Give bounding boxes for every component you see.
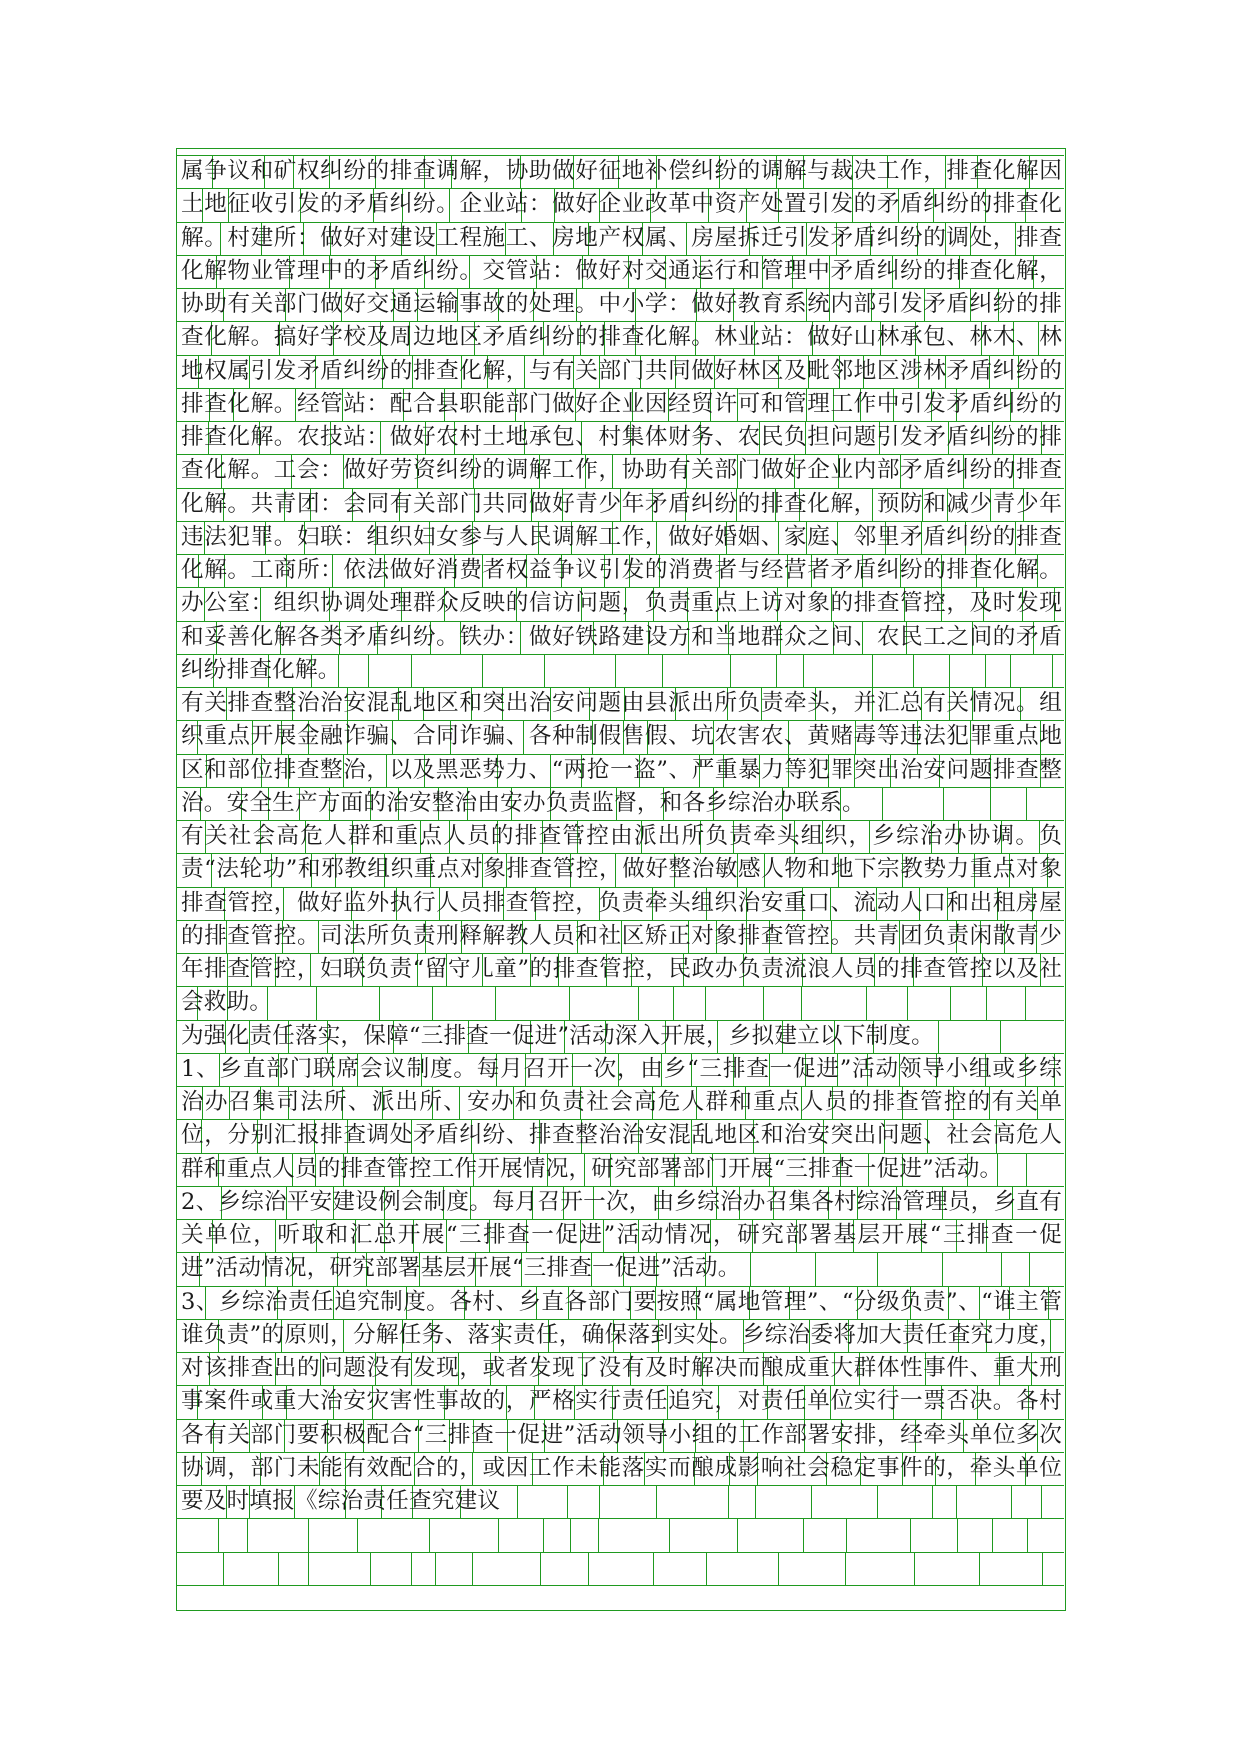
paragraph-high-risk-groups: 有关社会高危人群和重点人员的排查管控由派出所负责牵头组织，乡综治办协调。负责“法轮功”和邪教组织重点对象排查管控，做好整治敏感人物和地下宗教势力重点对象排查管控，做好监外执行人员排查管控，负责牵头组织治安重口、流动人口和出租房屋的排查管控。司法所负责刑释解教人员和社区矫正对象排查管控。共青团负责闲散青少年排查管控，妇联负责“留守儿童”的排查管控，民政办负责流浪人员的排查管控以及社会救助。 (181, 823, 1062, 1016)
paragraph-departments: 属争议和矿权纠纷的排查调解，协助做好征地补偿纠纷的调解与裁决工作，排查化解因土地征收引发的矛盾纠纷。企业站：做好企业改革中资产处置引发的矛盾纠纷的排查化解。村建所：做好对建设工程施工、房地产权属、房屋拆迁引发矛盾纠纷的调处，排查化解物业管理中的矛盾纠纷。交管站：做好对交通运行和管理中矛盾纠纷的排查化解，协助有关部门做好交通运输事故的处理。中小学：做好教育系统内部引发矛盾纠纷的排查化解。搞好学校及周边地区矛盾纠纷的排查化解。林业站：做好山林承包、林木、林地权属引发矛盾纠纷的排查化解，与有关部门共同做好林区及毗邻地区涉林矛盾纠纷的排查化解。经管站：配合县职能部门做好企业因经贸许可和管理工作中引发矛盾纠纷的排查化解。农技站：做好农村土地承包、村集体财务、农民负担问题引发矛盾纠纷的排查化解。工会：做好劳资纠纷的调解工作，协助有关部门做好企业内部矛盾纠纷的排查化解。共青团：会同有关部门共同做好青少年矛盾纠纷的排查化解，预防和减少青少年违法犯罪。妇联：组织妇女参与人民调解工作，做好婚姻、家庭、邻里矛盾纠纷的排查化解。工商所：依法做好消费者权益争议引发的消费者与经营者矛盾纠纷的排查化解。办公室：组织协调处理群众反映的信访问题，负责重点上访对象的排查管控，及时发现和妥善化解各类矛盾纠纷。铁办：做好铁路建设方和当地群众之间、农民工之间的矛盾纠纷排查化解。 (181, 158, 1062, 683)
text-frame (176, 148, 1066, 1611)
paragraph-public-security: 有关排查整治治安混乱地区和突出治安问题由县派出所负责牵头，并汇总有关情况。组织重点开展金融诈骗、合同诈骗、各种制假售假、坑农害农、黄赌毒等违法犯罪重点地区和部位排查整治，以及黑恶势力、“两抢一盗”、严重暴力等犯罪突出治安问题排查整治。安全生产方面的治安整治由安办负责监督，和各乡综治办联系。 (181, 690, 1062, 816)
paragraph-rule-3: 3、乡综治责任追究制度。各村、乡直各部门要按照“属地管理”、“分级负责”、“谁主管谁负责”的原则，分解任务、落实责任，确保落到实处。乡综治委将加大责任查究力度，对该排查出的问题没有发现，或者发现了没有及时解决而酿成重大群体性事件、重大刑事案件或重大治安灾害性事故的，严格实行责任追究，对责任单位实行一票否决。各村各有关部门要积极配合“三排查一促进”活动领导小组的工作部署安排，经牵头单位多次协调，部门未能有效配合的，或因工作未能落实而酿成影响社会稳定事件的，牵头单位要及时填报《综治责任查究建议 (181, 1288, 1062, 1514)
document-body (177, 149, 1065, 1518)
paragraph-rule-2: 2、乡综治平安建设例会制度。每月召开一次，由乡综治办召集各村综治管理员，乡直有关单位，听取和汇总开展“三排查一促进”活动情况，研究部署基层开展“三排查一促进”活动情况，研究部署基层开展“三排查一促进”活动。 (181, 1188, 1062, 1282)
paragraph-system-intro: 为强化责任落实，保障“三排查一促进”活动深入开展，乡拟建立以下制度。 (181, 1022, 934, 1049)
paragraph-rule-1: 1、乡直部门联席会议制度。每月召开一次，由乡“三排查一促进”活动领导小组或乡综治办召集司法所、派出所、安办和负责社会高危人群和重点人员的排查管控的有关单位，分别汇报排查调处矛盾纠纷、排查整治治安混乱地区和治安突出问题、社会高危人群和重点人员的排查管控工作开展情况，研究部署部门开展“三排查一促进”活动。 (181, 1055, 1062, 1182)
